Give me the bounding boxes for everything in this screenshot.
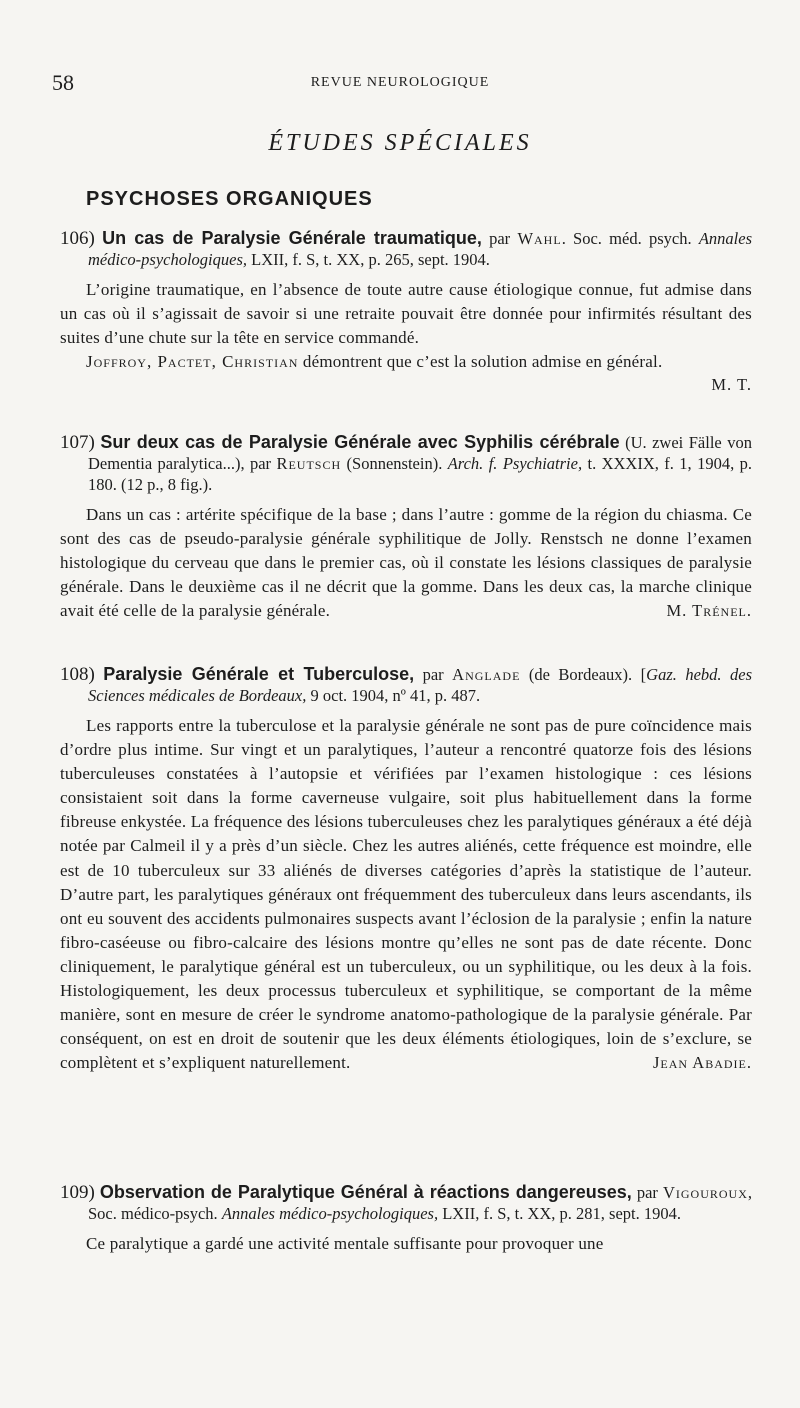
article-reference: , Soc. médico-psych. <box>88 1183 753 1223</box>
section-heading: ÉTUDES SPÉCIALES <box>268 130 532 156</box>
article-number: 108) <box>60 664 95 685</box>
article-journal: Gaz. hebd. des Sciences médicales de Bordeaux, <box>88 665 752 705</box>
article-body <box>60 503 752 623</box>
article-title: Observation de Paralytique Général à réactions dangereuses, <box>99 1182 632 1202</box>
article-body: Ce paralytique a gardé une activité mentale suffisante pour provoquer une <box>86 1234 604 1253</box>
article-reference: par <box>631 1183 663 1202</box>
article-author: Vigouroux <box>662 1183 748 1202</box>
article-signature: Jean Abadie. <box>652 1053 752 1073</box>
article-body-text: Dans un cas : artérite spécifique de la base ; dans l’autre : gomme de la région du chiasma. Ce sont des cas de pseudo-paralysie générale syphilitique de Jolly. Renstsch ne donne l’examen histologique du cerveau que dans le premier cas, où il constate les lésions classiques de paralysie générale. Dans le deuxième cas il ne décrit que la gomme. Dans les deux cas, la marche clinique avait été celle de la paralysie générale. <box>60 505 752 621</box>
article-author: Wahl <box>517 229 562 248</box>
page-number: 58 <box>52 70 74 95</box>
article-heading <box>60 228 752 270</box>
article-number: 109) <box>60 1182 95 1203</box>
cited-authors: Joffroy, Pactet, Christian <box>86 352 299 372</box>
article-108 <box>60 664 752 1075</box>
journal-title: REVUE NEUROLOGIQUE <box>310 75 490 90</box>
article-reference: par <box>414 665 453 684</box>
article-107 <box>60 432 752 623</box>
article-body-text: Les rapports entre la tuberculose et la paralysie générale ne sont pas de pure coïncidence mais d’ordre plus intime. Sur vingt et un paralytiques, l’auteur a rencontré quatorze fois des lésions tuberculeuses constatées à l’autopsie et vérifiées par l’examen histologique : ces lésions consistaient soit dans la forme caverneuse vulgaire, soit plus habituellement dans la forme fibreuse enkystée. La fréquence des lésions tuberculeuses chez les paralytiques généraux a été déjà notée par Calmeil il y a près d’un siècle. Chez les autres aliénés, cette fréquence est moindre, elle est de 10 tuberculeux sur 33 aliénés de diverses catégories d’après la statistique de l’auteur. D’autre part, les paralytiques généraux ont fréquemment des tuberculeux dans leurs ascendants, ils ont eu souvent des accidents pulmonaires suspects avant l’éclosion de la paralysie ; enfin la nature fibro-caséeuse ou fibro-calcaire des lésions montre qu’elles ne sont pas de date récente. Donc cliniquement, le paralytique général est un tuberculeux, ou un syphilitique, ou les deux à la fois. Histologiquement, les deux processus tuberculeux et syphilitique, se comportant de la même manière, sont en mesure de créer le syndrome anatomo-pathologique de la paralysie générale. Par conséquent, on est en droit de soutenir que les deux éléments étiologiques, loin de s’exclure, se complètent et s’expliquent naturellement. <box>60 716 752 1073</box>
running-head <box>52 70 748 94</box>
subsection-heading: PSYCHOSES ORGANIQUES <box>86 188 373 210</box>
article-author: Anglade <box>452 665 521 684</box>
article-body <box>60 350 752 374</box>
article-title: Un cas de Paralysie Générale traumatique, <box>102 228 482 248</box>
article-heading <box>60 664 752 706</box>
article-reference: (Sonnenstein). <box>341 454 448 473</box>
article-signature: M. Trénel. <box>666 601 752 621</box>
article-body <box>60 714 752 1075</box>
article-heading <box>60 1182 752 1224</box>
article-body: L’origine traumatique, en l’absence de toute autre cause étiologique connue, fut admise dans un cas où il s’agissait de savoir si une retraite pouvait être donnée pour infirmités résultant des suites d’une chute sur la tête en service commandé. <box>60 280 752 348</box>
article-reference: . Soc. méd. psych. <box>561 229 699 248</box>
article-reference: par <box>481 229 518 248</box>
article-reference: t. XXXIX, f. 1, 1904, p. 180. (12 p., 8 fig.). <box>88 454 752 494</box>
article-title: Sur deux cas de Paralysie Générale avec Syphilis cérébrale <box>100 432 620 452</box>
article-journal: Arch. f. Psychiatrie, <box>447 454 583 473</box>
article-reference: LXII, f. S, t. XX, p. 265, sept. 1904. <box>247 250 490 269</box>
article-reference: (U. zwei Fälle von Dementia paralytica...), par <box>88 433 752 473</box>
article-reference: (de Bordeaux). [ <box>520 665 647 684</box>
article-body-cont: démontrent que c’est la solution admise en général. <box>298 352 663 372</box>
article-signature: M. T. <box>711 375 752 395</box>
article-109 <box>60 1182 752 1256</box>
article-author: Reutsch <box>276 454 342 473</box>
article-journal: Annales médico-psychologiques, <box>221 1204 439 1223</box>
article-journal: Annales médico-psychologiques, <box>88 229 753 269</box>
article-heading <box>60 432 752 495</box>
article-title: Paralysie Générale et Tuberculose, <box>103 664 415 684</box>
article-reference: 9 oct. 1904, nº 41, p. 487. <box>306 686 481 705</box>
article-number: 106) <box>60 228 95 249</box>
article-number: 107) <box>60 432 95 453</box>
article-reference: LXII, f. S, t. XX, p. 281, sept. 1904. <box>438 1204 681 1223</box>
article-106 <box>60 228 752 396</box>
